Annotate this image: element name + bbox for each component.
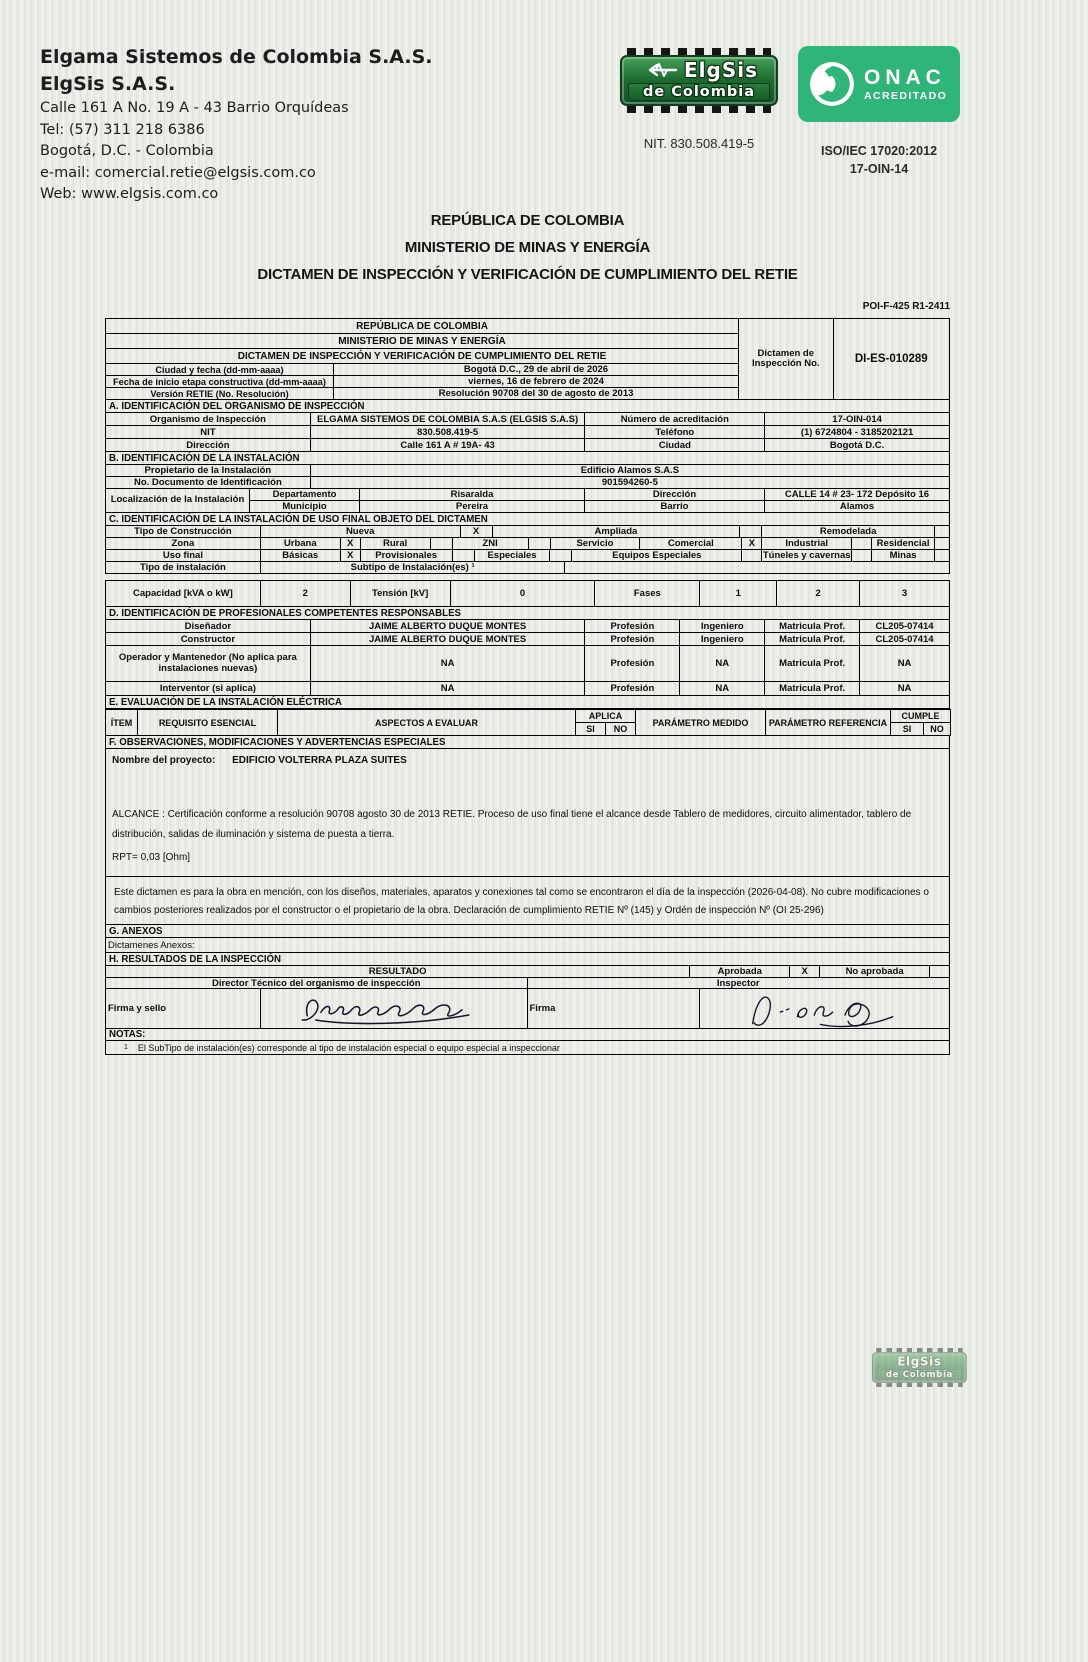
form-head-title3: DICTAMEN DE INSPECCIÓN Y VERIFICACIÓN DE CUMPLIMIENTO DEL RETIE — [106, 349, 739, 364]
option-comercial: Comercial — [640, 538, 742, 550]
field-value: NA — [860, 682, 950, 696]
alcance-paragraph: ALCANCE : Certificación conforme a resolución 90708 agosto 30 de 2013 RETIE. Proceso de uso final tiene el alcance desde Tablero de medidores, circuito alimentador, tablero de distribución, salidas de iluminación y sistema de puesta a tierra. — [112, 809, 912, 840]
field-label: Dirección — [106, 439, 311, 452]
col-header-cumple-si: SI — [891, 723, 924, 736]
dictamen-no-value: DI-ES-010289 — [834, 319, 950, 400]
field-value: JAIME ALBERTO DUQUE MONTES — [311, 633, 586, 646]
section-e-header: E. EVALUACIÓN DE LA INSTALACIÓN ELÉCTRICA — [105, 696, 950, 709]
evaluation-table — [105, 709, 951, 736]
field-value: Resolución 90708 del 30 de agosto de 2013 — [334, 388, 739, 400]
result-row — [105, 966, 950, 978]
tension-value: 0 — [451, 581, 596, 607]
iso-accreditation — [798, 142, 960, 178]
elgsis-watermark — [872, 1348, 967, 1387]
field-value: CALLE 14 # 23- 172 Depósito 16 — [765, 489, 950, 501]
field-value: Bogotá D.C. — [765, 439, 950, 452]
table-row — [105, 465, 950, 477]
col-header-aplica-no: NO — [606, 723, 636, 736]
col-header-medido: PARÁMETRO MEDIDO — [636, 710, 766, 736]
checkbox-rural — [431, 538, 453, 550]
director-header: Director Técnico del organismo de inspección — [106, 978, 528, 989]
disclaimer-box: Este dictamen es para la obra en mención, con los diseños, materiales, aparatos y conexiones tal como se encontraron el día de la inspección (2026-04-08). No cubre modificaciones o cambios posteriores realizados por el constructor o el propietario de la obra. Declaración de cumplimiento RETIE Nº (145) y Ordén de inspección Nº (OI 25-296) — [105, 877, 950, 925]
checkbox-urbana: X — [341, 538, 361, 550]
field-label: Firma — [528, 989, 701, 1029]
logo-text-elgsis: ElgSis — [897, 1354, 942, 1369]
field-value: CL205-07414 — [860, 620, 950, 633]
inspector-header: Inspector — [528, 978, 951, 989]
field-label: Tipo de Construcción — [106, 526, 261, 538]
option-residencial: Residencial — [872, 538, 935, 550]
checkbox-zni — [529, 538, 551, 550]
col-header-cumple-no: NO — [924, 723, 951, 736]
installation-type-row — [105, 562, 950, 574]
table-row — [105, 477, 950, 489]
col-header-aplica-si: SI — [576, 723, 606, 736]
field-label: Profesión — [585, 646, 680, 682]
field-label: Dirección — [585, 489, 765, 501]
field-label: Organismo de Inspección — [106, 413, 311, 426]
chip-pins-top-icon — [627, 48, 771, 55]
field-value: JAIME ALBERTO DUQUE MONTES — [311, 620, 586, 633]
field-label: Interventor (si aplica) — [106, 682, 311, 696]
field-label: Operador y Mantenedor (No aplica para instalaciones nuevas) — [106, 646, 311, 682]
form-head-title1: REPÚBLICA DE COLOMBIA — [106, 319, 739, 334]
onac-logo-icon — [809, 61, 855, 107]
field-value: Edificio Alamos S.A.S — [311, 465, 950, 477]
option-zni: ZNI — [453, 538, 529, 550]
table-row — [105, 633, 950, 646]
option-aprobada: Aprobada — [690, 966, 790, 978]
elgsis-logo — [620, 48, 778, 113]
section-a-header: A. IDENTIFICACIÓN DEL ORGANISMO DE INSPECCIÓN — [105, 400, 950, 413]
onac-subtitle: ACREDITADO — [864, 89, 948, 102]
annexes-row — [105, 938, 950, 953]
field-value: Alamos — [765, 501, 950, 513]
option-basicas: Básicas — [261, 550, 341, 562]
project-name-line — [112, 755, 941, 766]
table-row — [105, 646, 950, 682]
title-ministry: MINISTERIO DE MINAS Y ENERGÍA — [404, 239, 651, 256]
col-header-aplica: APLICA — [576, 710, 636, 723]
document-title — [105, 207, 950, 288]
field-label: Profesión — [585, 633, 680, 646]
result-label: RESULTADO — [106, 966, 690, 978]
company-phone: Tel: (57) 311 218 6386 — [40, 121, 205, 138]
field-label: No. Documento de Identificación — [106, 477, 311, 489]
dictamen-no-label: Dictamen de Inspección No. — [739, 319, 834, 400]
capacity-row — [105, 580, 950, 607]
onac-name: ONAC — [864, 65, 946, 89]
qr-code-icon — [449, 40, 547, 138]
checkbox-ampliada — [740, 526, 762, 538]
field-label: Departamento — [250, 489, 360, 501]
company-email: e-mail: comercial.retie@elgsis.com.co — [40, 164, 316, 181]
field-label: Número de acreditación — [585, 413, 765, 426]
field-value: Bogotá D.C., 29 de abril de 2026 — [334, 364, 739, 376]
section-d-header: D. IDENTIFICACIÓN DE PROFESIONALES COMPETENTES RESPONSABLES — [105, 607, 950, 620]
field-label: Constructor — [106, 633, 311, 646]
title-dictamen: DICTAMEN DE INSPECCIÓN Y VERIFICACIÓN DE CUMPLIMIENTO DEL RETIE — [257, 266, 798, 283]
field-label: Firma y sello — [106, 989, 261, 1029]
field-label: Matricula Prof. — [765, 633, 860, 646]
rpt-value: RPT= 0,03 [Ohm] — [112, 852, 191, 863]
logo-text-elgsis: ElgSis — [684, 58, 758, 82]
field-label: Localización de la Instalación — [106, 489, 250, 513]
iso-standard: ISO/IEC 17020:2012 — [820, 144, 938, 158]
inspector-signature — [700, 989, 950, 1029]
checkbox-no-aprobada — [930, 966, 950, 978]
checkbox-aprobada: X — [790, 966, 820, 978]
field-value: NA — [680, 646, 765, 682]
field-label: Zona — [106, 538, 261, 550]
option-no-aprobada: No aprobada — [820, 966, 930, 978]
checkbox-remodelada — [935, 526, 950, 538]
company-name-line2: ElgSis S.A.S. — [40, 73, 176, 95]
section-f-header: F. OBSERVACIONES, MODIFICACIONES Y ADVERTENCIAS ESPECIALES — [105, 736, 950, 749]
field-value: 830.508.419-5 — [311, 426, 586, 439]
title-republic: REPÚBLICA DE COLOMBIA — [430, 212, 625, 229]
director-signature-icon — [279, 992, 509, 1026]
field-label: Matricula Prof. — [765, 620, 860, 633]
checkbox-basicas: X — [341, 550, 361, 562]
field-label: Teléfono — [585, 426, 765, 439]
pulse-arrow-icon — [640, 62, 678, 78]
col-header-referencia: PARÁMETRO REFERENCIA — [766, 710, 891, 736]
table-row — [106, 376, 739, 388]
zone-row — [105, 538, 950, 550]
field-label: Fecha de inicio etapa constructiva (dd-mm-aaaa) — [106, 376, 334, 388]
checkbox-industrial — [852, 538, 872, 550]
field-label: Propietario de la Instalación — [106, 465, 311, 477]
notes-header: NOTAS: — [105, 1029, 950, 1041]
field-label: Ciudad — [585, 439, 765, 452]
field-value: NA — [680, 682, 765, 696]
field-label: Versión RETIE (No. Resolución) — [106, 388, 334, 400]
field-value: Pereira — [360, 501, 585, 513]
observations-box — [105, 749, 950, 877]
field-label: Barrio — [585, 501, 765, 513]
checkbox-minas — [935, 550, 950, 562]
option-remodelada: Remodelada — [762, 526, 935, 538]
option-minas: Minas — [872, 550, 935, 562]
field-label: Matricula Prof. — [765, 682, 860, 696]
field-value: viernes, 16 de febrero de 2024 — [334, 376, 739, 388]
note-text-line — [106, 1041, 950, 1055]
field-value: NA — [311, 682, 586, 696]
table-row — [105, 439, 950, 452]
letterhead — [40, 44, 440, 206]
section-c-header: C. IDENTIFICACIÓN DE LA INSTALACIÓN DE USO FINAL OBJETO DEL DICTAMEN — [105, 513, 950, 526]
subtype-label: Subtipo de Instalación(es) ¹ — [261, 562, 566, 574]
field-label: NIT — [106, 426, 311, 439]
table-row — [105, 426, 950, 439]
table-row — [250, 501, 950, 513]
field-label: Fases — [595, 581, 700, 607]
field-label: Tipo de instalación — [106, 562, 261, 574]
option-nueva: Nueva — [261, 526, 461, 538]
section-b-header: B. IDENTIFICACIÓN DE LA INSTALACIÓN — [105, 452, 950, 465]
field-value: Ingeniero — [680, 620, 765, 633]
form-head — [105, 318, 950, 400]
service-label: Servicio — [551, 538, 641, 550]
field-value: Risaralda — [360, 489, 585, 501]
col-header-aspectos: ASPECTOS A EVALUAR — [278, 710, 576, 736]
field-value: (1) 6724804 - 3185202121 — [765, 426, 950, 439]
field-value: ELGAMA SISTEMOS DE COLOMBIA S.A.S (ELGSIS S.A.S) — [311, 413, 586, 426]
field-label: Capacidad [kVA o kW] — [106, 581, 261, 607]
signatories-header-row — [105, 978, 950, 989]
project-name-value: EDIFICIO VOLTERRA PLAZA SUITES — [232, 755, 407, 766]
nit-text: NIT. 830.508.419-5 — [643, 136, 755, 151]
checkbox-equipos-especiales — [742, 550, 762, 562]
location-rows — [105, 489, 950, 513]
chip-pins-top-icon — [876, 1348, 962, 1352]
section-h-header: H. RESULTADOS DE LA INSPECCIÓN — [105, 953, 950, 966]
signature-row — [105, 989, 950, 1029]
table-row — [106, 388, 739, 400]
company-name-line1: Elgama Sistemos de Colombia S.A.S. — [40, 46, 433, 68]
field-value: 901594260-5 — [311, 477, 950, 489]
table-row — [250, 489, 950, 501]
note-superscript: 1 — [124, 1044, 128, 1051]
checkbox-especiales — [550, 550, 572, 562]
retie-form — [105, 318, 950, 1055]
construction-type-row — [105, 526, 950, 538]
option-urbana: Urbana — [261, 538, 341, 550]
field-label: Profesión — [585, 682, 680, 696]
table-row — [105, 413, 950, 426]
fases-option-cell-1: 1 — [700, 581, 777, 607]
company-city: Bogotá, D.C. - Colombia — [40, 143, 214, 159]
col-header-cumple: CUMPLE — [891, 710, 951, 723]
field-label: Diseñador — [106, 620, 311, 633]
form-code: POI-F-425 R1-2411 — [862, 301, 950, 312]
section-a — [105, 413, 950, 452]
chip-pins-bottom-icon — [876, 1383, 962, 1387]
chip-pins-bottom-icon — [627, 106, 771, 113]
director-signature — [261, 989, 528, 1029]
logo-text-de-colombia: de Colombia — [877, 1369, 962, 1380]
field-value: Ingeniero — [680, 633, 765, 646]
field-label: Ciudad y fecha (dd-mm-aaaa) — [106, 364, 334, 376]
field-label: Matricula Prof. — [765, 646, 860, 682]
field-value: CL205-07414 — [860, 633, 950, 646]
empty-cell — [565, 562, 950, 574]
logo-text-de-colombia: de Colombia — [628, 83, 770, 101]
checkbox-nueva: X — [461, 526, 493, 538]
option-tuneles: Túneles y cavernas — [762, 550, 851, 561]
field-value: NA — [860, 646, 950, 682]
table-row — [105, 682, 950, 696]
use-row — [105, 550, 950, 562]
table-header-row — [106, 710, 951, 723]
table-row — [105, 620, 950, 633]
note-row — [105, 1041, 950, 1055]
field-label: Profesión — [585, 620, 680, 633]
field-label: Municipio — [250, 501, 360, 513]
company-web: Web: www.elgsis.com.co — [40, 186, 219, 202]
col-header-requisito: REQUISITO ESENCIAL — [138, 710, 278, 736]
inspector-signature-icon — [720, 989, 930, 1029]
checkbox-residencial — [935, 538, 950, 550]
option-provisionales: Provisionales — [361, 550, 453, 562]
col-header-item: ÍTEM — [106, 710, 138, 736]
checkbox-provisionales — [453, 550, 475, 562]
checkbox-comercial: X — [742, 538, 762, 550]
project-name-label: Nombre del proyecto: — [112, 755, 216, 766]
field-label: Uso final — [106, 550, 261, 562]
option-ampliada: Ampliada — [493, 526, 741, 538]
checkbox-tuneles — [852, 550, 872, 562]
oin-code: 17-OIN-14 — [849, 162, 909, 176]
option-rural: Rural — [361, 538, 431, 550]
section-g-header: G. ANEXOS — [105, 925, 950, 938]
form-head-title2: MINISTERIO DE MINAS Y ENERGÍA — [106, 334, 739, 349]
table-row — [106, 364, 739, 376]
field-value: Calle 161 A # 19A- 43 — [311, 439, 586, 452]
fases-option-cell-3: 3 — [860, 581, 950, 607]
annexes-label: Dictamenes Anexos: — [106, 938, 950, 953]
option-especiales: Especiales — [475, 550, 551, 562]
section-d — [105, 620, 950, 696]
company-address: Calle 161 A No. 19 A - 43 Barrio Orquídeas — [40, 100, 349, 116]
fases-option-cell-2: 2 — [777, 581, 860, 607]
option-industrial: Industrial — [762, 538, 852, 550]
note-text: El SubTipo de instalación(es) corresponde al tipo de instalación especial o equipo especial a inspeccionar — [137, 1042, 560, 1053]
onac-badge — [798, 46, 960, 122]
option-equipos-especiales: Equipos Especiales — [572, 550, 742, 562]
field-label: Tensión [kV] — [351, 581, 451, 607]
field-value: NA — [311, 646, 586, 682]
field-value: 17-OIN-014 — [765, 413, 950, 426]
capacity-value: 2 — [261, 581, 351, 607]
